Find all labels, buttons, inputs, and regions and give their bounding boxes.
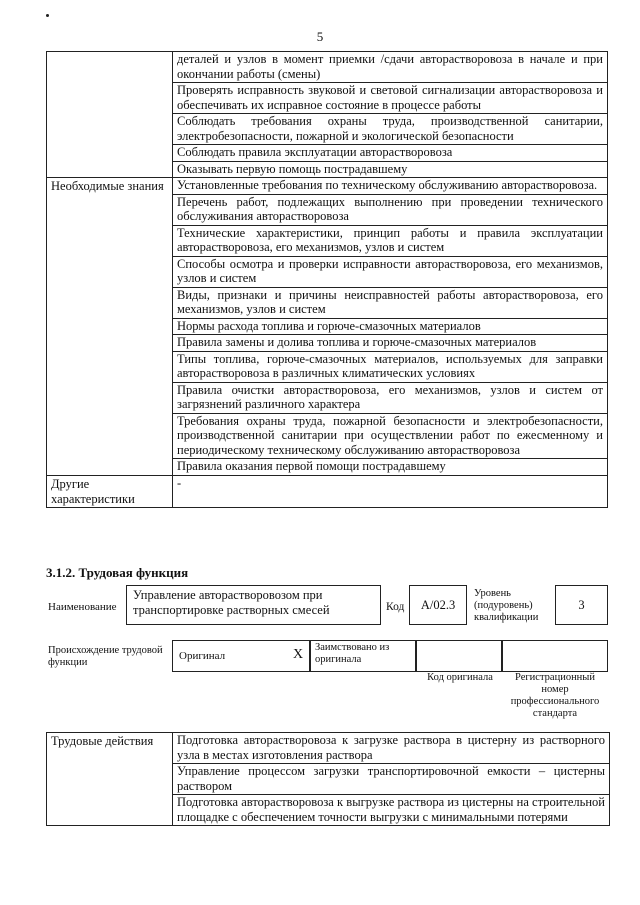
function-name: Управление автораствоpовозом при транспортировке растворных смесей [133, 588, 330, 617]
table-cell: Соблюдать правила эксплуатации автораствоpовоза [173, 145, 607, 162]
table-cell: Оказывать первую помощь пострадавшему [177, 161, 408, 176]
original-label: Оригинал [179, 650, 226, 662]
other-cells [173, 476, 607, 507]
table-cell: Требования охраны труда, пожарной безопасности и электробезопасности, производственной санитарии при осуществлении работ по ежесменному и периодическому техническому обслуживанию автораствоpовоза [173, 414, 607, 460]
table-cell: Правила очистки автораствоpовоза, его механизмов, узлов и систем от загрязнений различного характера [173, 383, 607, 414]
table-cell: деталей и узлов в момент приемки /сдачи автораствоpовоза в начале и при окончании работы (смены) [173, 52, 607, 83]
original-box [172, 640, 310, 672]
skills-knowledge-table [46, 51, 608, 508]
table-cell: Виды, признаки и причины неисправностей работы автораствоpовоза, его механизмов, узлов и систем [173, 288, 607, 319]
level-box [555, 585, 608, 625]
function-name-box [126, 585, 381, 625]
table-cell: Типы топлива, горюче-смазочных материалов, используемых для заправки автораствоpовоза в различных климатических условиях [173, 352, 607, 383]
reg-number-box [502, 640, 608, 672]
borrowed-label: Заимствовано из оригинала [315, 642, 390, 665]
borrowed-box [310, 640, 416, 672]
table-cell: Правила оказания первой помощи пострадавшему [177, 459, 446, 473]
table-cell: Перечень работ, подлежащих выполнению при проведении технического обслуживания автораствоpовоза [173, 195, 607, 226]
section-title: 3.1.2. Трудовая функция [46, 565, 189, 580]
scan-mark [46, 14, 49, 17]
table-cell: Подготовка автораствоpовоза к загрузке раствора в цистерну из растворного узла в местах изготовления раствора [173, 733, 609, 764]
origin-label: Происхождение трудовой функции [48, 645, 163, 668]
table-cell: Соблюдать требования охраны труда, производственной санитарии, электробезопасности, пожарной и экологической безопасности [173, 114, 607, 145]
table-row-other [46, 475, 608, 508]
table-cell: - [177, 475, 182, 490]
original-mark: X [293, 647, 304, 662]
code-value: А/02.3 [420, 598, 456, 612]
table-cell: Подготовка автораствоpовоза к выгрузке раствора из цистерны на строительной площадке с обеспечением точности выгрузки с минимальными потерями [177, 795, 605, 824]
table-row-knowledge [46, 177, 608, 475]
knowledge-label: Необходимые знания [47, 178, 173, 475]
table-row-skills [46, 51, 608, 177]
table-cell: Проверять исправность звуковой и световой сигнализации автораствоpовоза и обеспечивать их исправное состояние в процессе работы [173, 83, 607, 114]
labor-actions-table [46, 732, 610, 826]
table-cell: Установленные требования по техническому обслуживанию автораствоpовоза. [173, 178, 607, 195]
skills-cells [173, 52, 607, 177]
knowledge-cells [173, 178, 607, 475]
table-cell: Нормы расхода топлива и горюче-смазочных материалов [173, 319, 607, 336]
code-original-box [416, 640, 502, 672]
table-cell: Способы осмотра и проверки исправности автораствоpовоза, его механизмов, узлов и систем [173, 257, 607, 288]
table-cell: Правила замены и долива топлива и горюче-смазочных материалов [173, 335, 607, 352]
labor-actions-label: Трудовые действия [47, 733, 173, 825]
row-label-empty [47, 52, 173, 177]
other-label: Другие характеристики [47, 476, 173, 507]
code-label: Код [386, 601, 405, 613]
code-box [409, 585, 467, 625]
level-label: Уровень (подуровень) квалификации [474, 588, 539, 623]
table-cell: Управление процессом загрузки транспортировочной емкости – цистерны раствором [173, 764, 609, 795]
table-cell: Технические характеристики, принцип работы и правила эксплуатации автораствоpовоза, его механизмов, узлов и систем [173, 226, 607, 257]
level-value: 3 [578, 598, 585, 612]
reg-number-label: Регистрационный номер профессионального стандарта [510, 672, 600, 719]
name-label: Наименование [48, 601, 117, 613]
labor-actions-cells [173, 733, 609, 825]
code-original-label: Код оригинала [427, 672, 493, 683]
page-number: 5 [316, 29, 324, 44]
